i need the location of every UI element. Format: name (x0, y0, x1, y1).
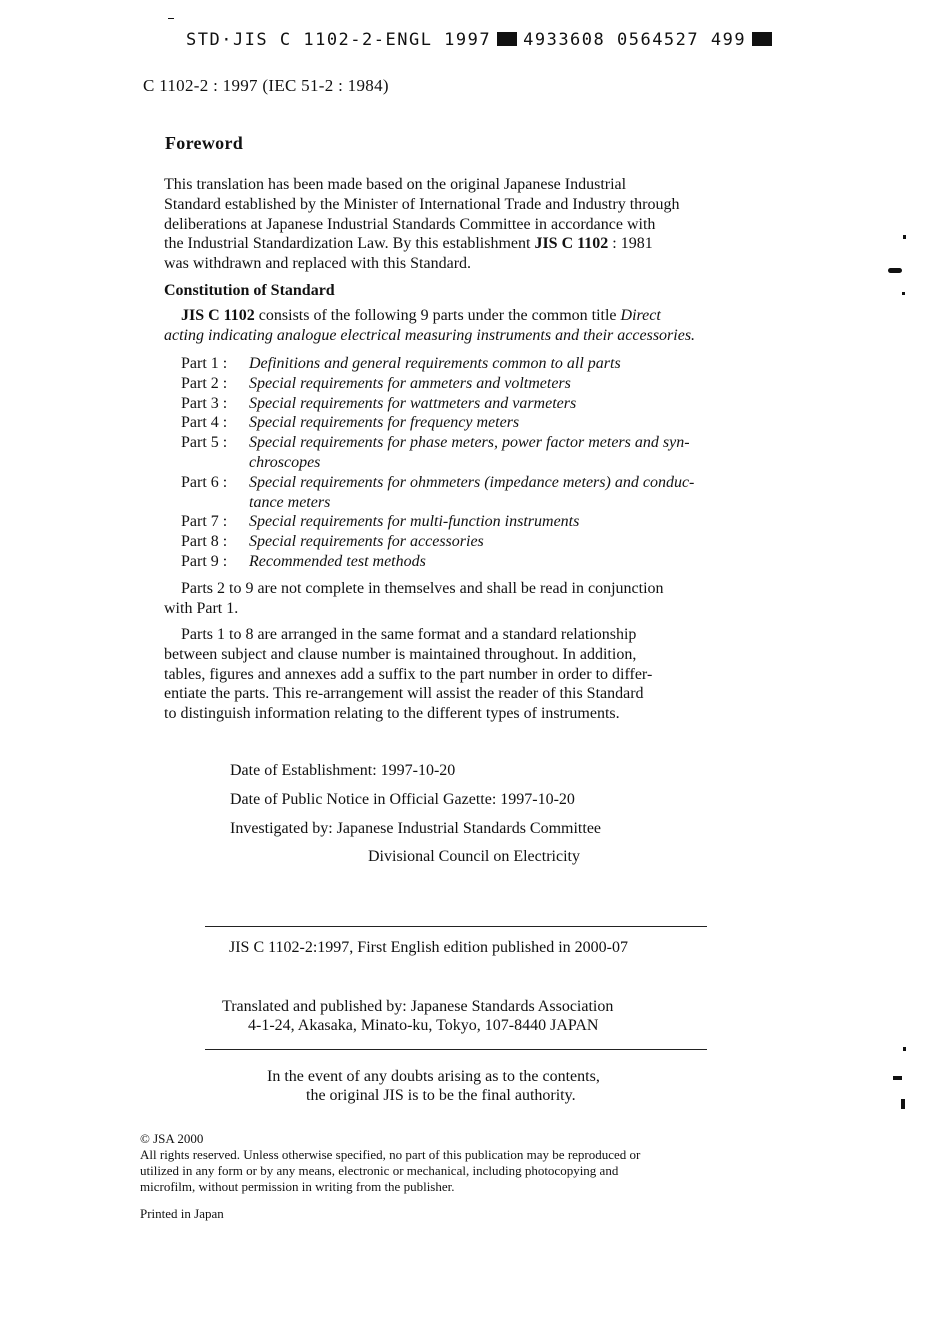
text-run: : 1981 (608, 235, 653, 253)
scan-artifact (903, 1047, 906, 1051)
part-label: Part 6 : (181, 473, 228, 491)
text-line: Standard established by the Minister of International Trade and Industry through (164, 195, 680, 213)
text-run: Direct (620, 307, 661, 324)
list-item (181, 473, 694, 493)
format-note-paragraph (164, 625, 770, 724)
part-title-continuation: chroscopes (249, 453, 321, 471)
text-run: consists of the following 9 parts under the common title (254, 307, 621, 324)
text-line: microfilm, without permission in writing from the publisher. (140, 1179, 455, 1194)
list-item (181, 512, 694, 532)
part-label: Part 7 : (181, 513, 228, 531)
text-line: acting indicating analogue electrical measuring instruments and their accessories. (164, 326, 696, 344)
part-title: Special requirements for multi-function instruments (249, 513, 580, 531)
part-title: Definitions and general requirements common to all parts (249, 355, 621, 372)
scan-artifact (903, 235, 906, 239)
part-label: Part 5 : (181, 434, 228, 452)
edition-line: JIS C 1102-2:1997, First English edition published in 2000-07 (229, 939, 628, 956)
divider (205, 1049, 707, 1050)
parts-list (181, 354, 694, 572)
list-item (181, 552, 694, 572)
scan-artifact (901, 1099, 905, 1109)
part-label: Part 4 : (181, 414, 228, 432)
scan-artifact (893, 1076, 902, 1080)
scan-mark (752, 32, 772, 46)
part-label: Part 8 : (181, 533, 228, 551)
part-label: Part 2 : (181, 374, 228, 392)
part-label: Part 3 : (181, 394, 228, 412)
part-label: Part 1 : (181, 355, 228, 372)
part-title: Special requirements for wattmeters and varmeters (249, 394, 577, 412)
text-line (164, 234, 770, 254)
authority-note-line: In the event of any doubts arising as to the contents, (267, 1068, 600, 1085)
document-id: C 1102-2 : 1997 (IEC 51-2 : 1984) (143, 76, 389, 95)
scan-artifact (902, 292, 905, 295)
text-line: deliberations at Japanese Industrial Standards Committee in accordance with (164, 215, 656, 233)
text-line: between subject and clause number is maintained throughout. In addition, (164, 645, 637, 663)
part-title: Special requirements for ohmmeters (impedance meters) and conduc- (249, 473, 695, 491)
parts-note-paragraph (164, 579, 770, 619)
text-line: to distinguish information relating to the different types of instruments. (164, 705, 620, 723)
part-title: Recommended test methods (249, 552, 426, 570)
part-title: Special requirements for frequency meters (249, 414, 520, 432)
authority-note-line: the original JIS is to be the final authority. (306, 1087, 576, 1104)
part-title: Special requirements for phase meters, power factor meters and syn- (249, 434, 690, 452)
text-line: Parts 2 to 9 are not complete in themselves and shall be read in conjunction (181, 580, 664, 597)
foreword-paragraph (164, 175, 770, 274)
gazette-date: Date of Public Notice in Official Gazette: 1997-10-20 (230, 791, 575, 808)
text-line: Parts 1 to 8 are arranged in the same format and a standard relationship (181, 626, 637, 643)
constitution-paragraph (164, 306, 770, 346)
part-label: Part 9 : (181, 552, 228, 570)
part-title-continuation: tance meters (249, 493, 331, 511)
copyright-line: © JSA 2000 (140, 1131, 204, 1146)
text-line (164, 306, 770, 326)
list-item (181, 532, 694, 552)
scan-mark (497, 32, 517, 46)
text-line: tables, figures and annexes add a suffix to the part number in order to differ- (164, 665, 653, 683)
standard-ref: JIS C 1102 (181, 307, 255, 324)
header-code-left: STD·JIS C 1102-2-ENGL 1997 (186, 30, 492, 50)
text-run: the Industrial Standardization Law. By this establishment (164, 235, 535, 253)
text-line: entiate the parts. This re-arrangement will assist the reader of this Standard (164, 685, 644, 703)
scan-artifact (168, 18, 174, 19)
part-title: Special requirements for ammeters and voltmeters (249, 374, 571, 392)
text-line: with Part 1. (164, 599, 239, 617)
list-item (181, 433, 694, 453)
investigating-council: Divisional Council on Electricity (368, 848, 580, 865)
part-title: Special requirements for accessories (249, 533, 484, 551)
investigated-by: Investigated by: Japanese Industrial Standards Committee (230, 820, 602, 837)
printed-in: Printed in Japan (140, 1206, 224, 1221)
constitution-title: Constitution of Standard (164, 282, 335, 299)
copyright-block (140, 1131, 772, 1195)
establishment-date: Date of Establishment: 1997-10-20 (230, 762, 456, 779)
list-item (181, 394, 694, 414)
text-line: was withdrawn and replaced with this Standard. (164, 255, 472, 273)
text-line: All rights reserved. Unless otherwise specified, no part of this publication may be reproduced or (140, 1147, 641, 1162)
list-item-continuation (181, 493, 694, 513)
divider (205, 926, 707, 927)
scan-artifact (888, 268, 902, 273)
publisher-line: Translated and published by: Japanese Standards Association (222, 998, 614, 1015)
header-code-right: 4933608 0564527 499 (523, 30, 747, 50)
document-header-code (186, 30, 778, 50)
list-item (181, 354, 694, 374)
text-line: utilized in any form or by any means, electronic or mechanical, including photocopying and (140, 1163, 619, 1178)
list-item-continuation (181, 453, 694, 473)
foreword-title: Foreword (165, 133, 244, 153)
list-item (181, 413, 694, 433)
standard-ref: JIS C 1102 (534, 235, 609, 253)
list-item (181, 374, 694, 394)
text-line: This translation has been made based on the original Japanese Industrial (164, 176, 627, 193)
publisher-address: 4-1-24, Akasaka, Minato-ku, Tokyo, 107-8440 JAPAN (248, 1017, 599, 1034)
